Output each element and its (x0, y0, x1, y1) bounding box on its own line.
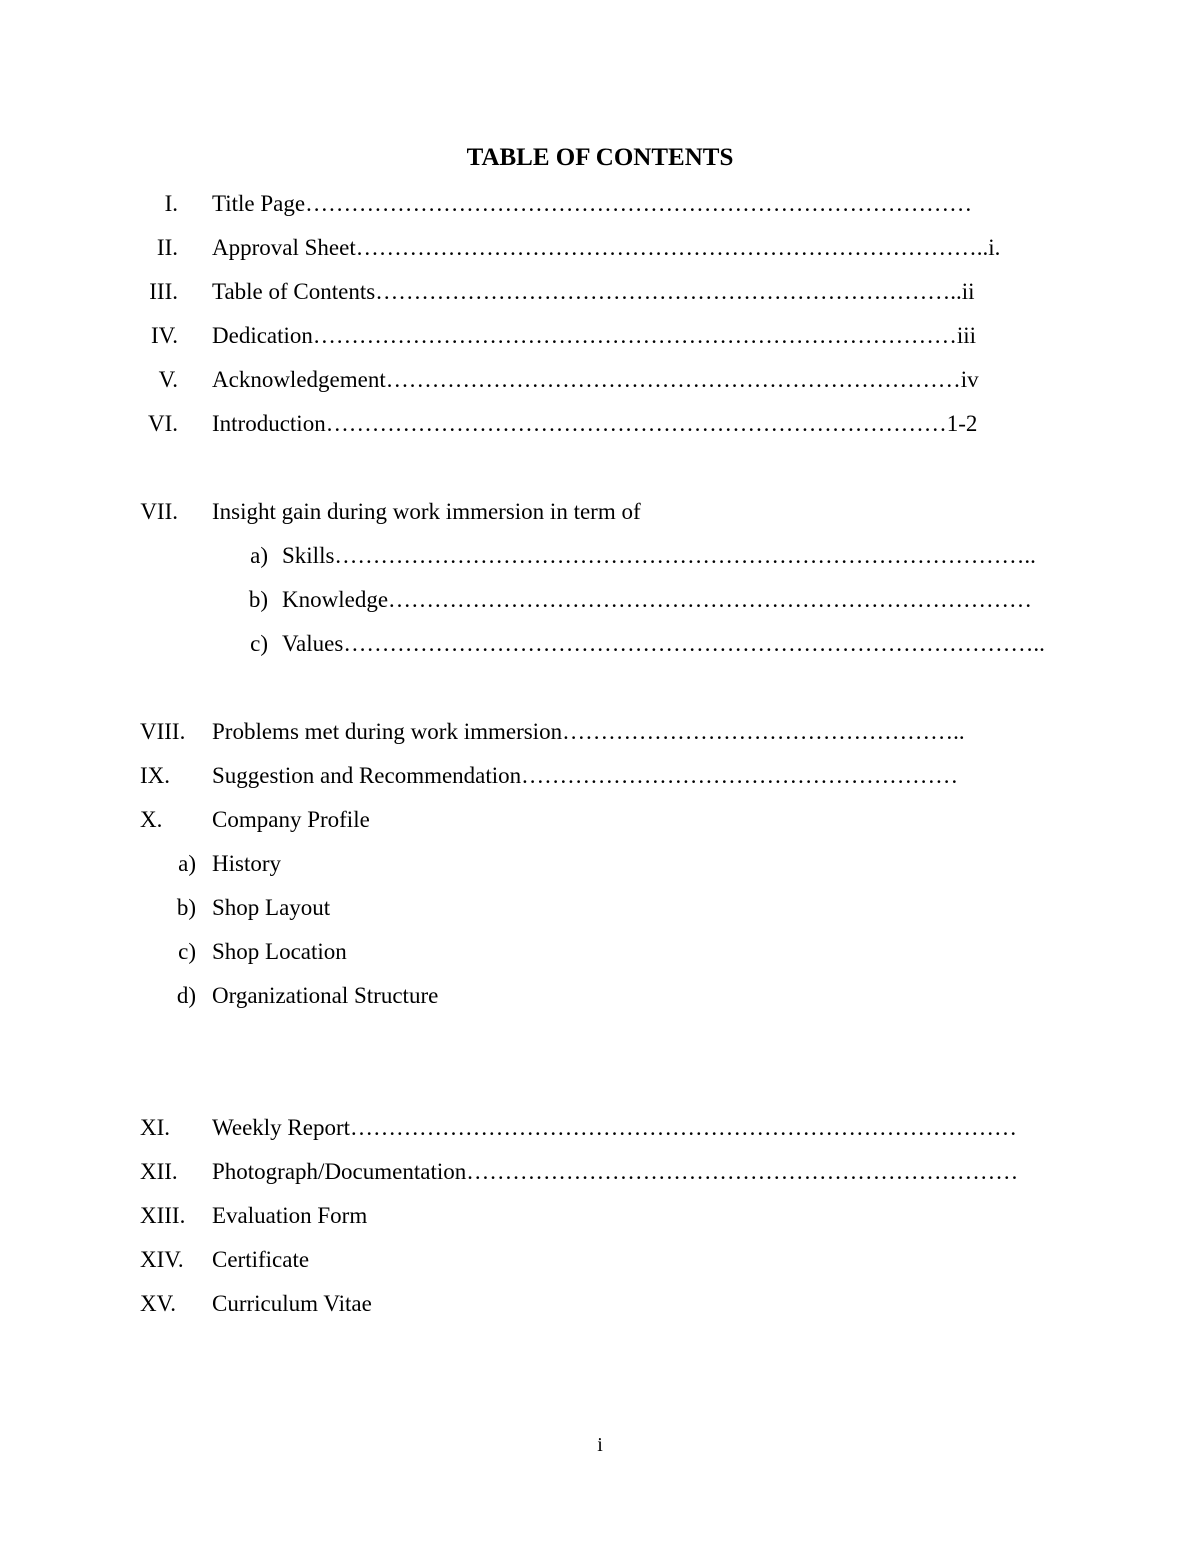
toc-text: Suggestion and Recommendation………………………………………………… (212, 763, 959, 788)
toc-number: V. (158, 367, 178, 392)
toc-number: VI. (147, 411, 178, 436)
toc-entry-acknowledgement (120, 362, 1040, 398)
toc-number: III. (149, 279, 178, 304)
toc-entry-company-profile (120, 802, 1040, 838)
toc-subentry-shop-layout (120, 890, 1040, 926)
page-number: i (597, 1434, 603, 1456)
toc-text: Approval Sheet………………………………………………………………………..i. (212, 235, 1001, 260)
toc-entry-weekly-report (120, 1110, 1060, 1146)
toc-number: VIII. (140, 719, 186, 744)
toc-text: Table of Contents…………………………………………………………………..ii (212, 279, 975, 304)
toc-entry-table-of-contents (120, 274, 1040, 310)
toc-entry-certificate (120, 1242, 1040, 1278)
toc-entry-curriculum-vitae (120, 1286, 1040, 1322)
toc-letter: b) (248, 587, 268, 612)
toc-letter: a) (250, 543, 268, 568)
toc-number: X. (140, 807, 163, 832)
toc-subentry-organizational-structure (120, 978, 1040, 1014)
toc-number: XV. (140, 1291, 177, 1316)
toc-text: Acknowledgement…………………………………………………………………iv (212, 367, 979, 392)
toc-subentry-shop-location (120, 934, 1040, 970)
toc-text: Problems met during work immersion…………………………………………….. (212, 719, 965, 744)
toc-entry-insight (120, 494, 1040, 530)
toc-letter: c) (250, 631, 268, 656)
toc-number: XIII. (140, 1203, 186, 1228)
toc-text: Insight gain during work immersion in term of (212, 499, 641, 524)
toc-entry-evaluation-form (120, 1198, 1040, 1234)
toc-text: Title Page…………………………………………………………………………… (212, 191, 973, 216)
toc-subentry-knowledge (200, 582, 1040, 618)
toc-number: IV. (150, 323, 178, 348)
toc-text: Introduction………………………………………………………………………1-2 (212, 411, 978, 436)
toc-number: XI. (140, 1115, 171, 1140)
toc-number: IX. (140, 763, 171, 788)
toc-text: Knowledge………………………………………………………………………… (282, 587, 1033, 612)
toc-entry-introduction (120, 406, 1040, 442)
toc-text: Values……………………………………………………………………………….. (282, 631, 1045, 656)
toc-entry-title-page (120, 186, 1040, 222)
toc-number: II. (156, 235, 178, 260)
toc-number: XII. (140, 1159, 178, 1184)
toc-letter: a) (178, 851, 196, 876)
toc-letter: c) (178, 939, 196, 964)
toc-text: Organizational Structure (212, 983, 439, 1008)
toc-text: Dedication…………………………………………………………………………iii (212, 323, 977, 348)
toc-text: Photograph/Documentation……………………………………………………………… (212, 1159, 1019, 1184)
toc-text: Certificate (212, 1247, 310, 1272)
toc-text: Shop Location (212, 939, 347, 964)
toc-entry-photograph (120, 1154, 1060, 1190)
page-title: TABLE OF CONTENTS (466, 144, 734, 171)
toc-text: Curriculum Vitae (212, 1291, 372, 1316)
toc-number: XIV. (140, 1247, 184, 1272)
toc-text: Shop Layout (212, 895, 331, 920)
toc-subentry-skills (200, 538, 1040, 574)
toc-subentry-history (120, 846, 1040, 882)
toc-entry-problems (120, 714, 1040, 750)
toc-entry-dedication (120, 318, 1040, 354)
toc-text: Weekly Report…………………………………………………………………………… (212, 1115, 1018, 1140)
toc-text: Company Profile (212, 807, 370, 832)
toc-text: Evaluation Form (212, 1203, 368, 1228)
toc-entry-suggestion (120, 758, 1040, 794)
toc-number: VII. (140, 499, 178, 524)
toc-number: I. (164, 191, 178, 216)
toc-text: History (212, 851, 281, 876)
toc-letter: d) (176, 983, 196, 1008)
toc-subentry-values (200, 626, 1045, 662)
toc-text: Skills……………………………………………………………………………….. (282, 543, 1036, 568)
toc-entry-approval-sheet (120, 230, 1040, 266)
toc-letter: b) (176, 895, 196, 920)
